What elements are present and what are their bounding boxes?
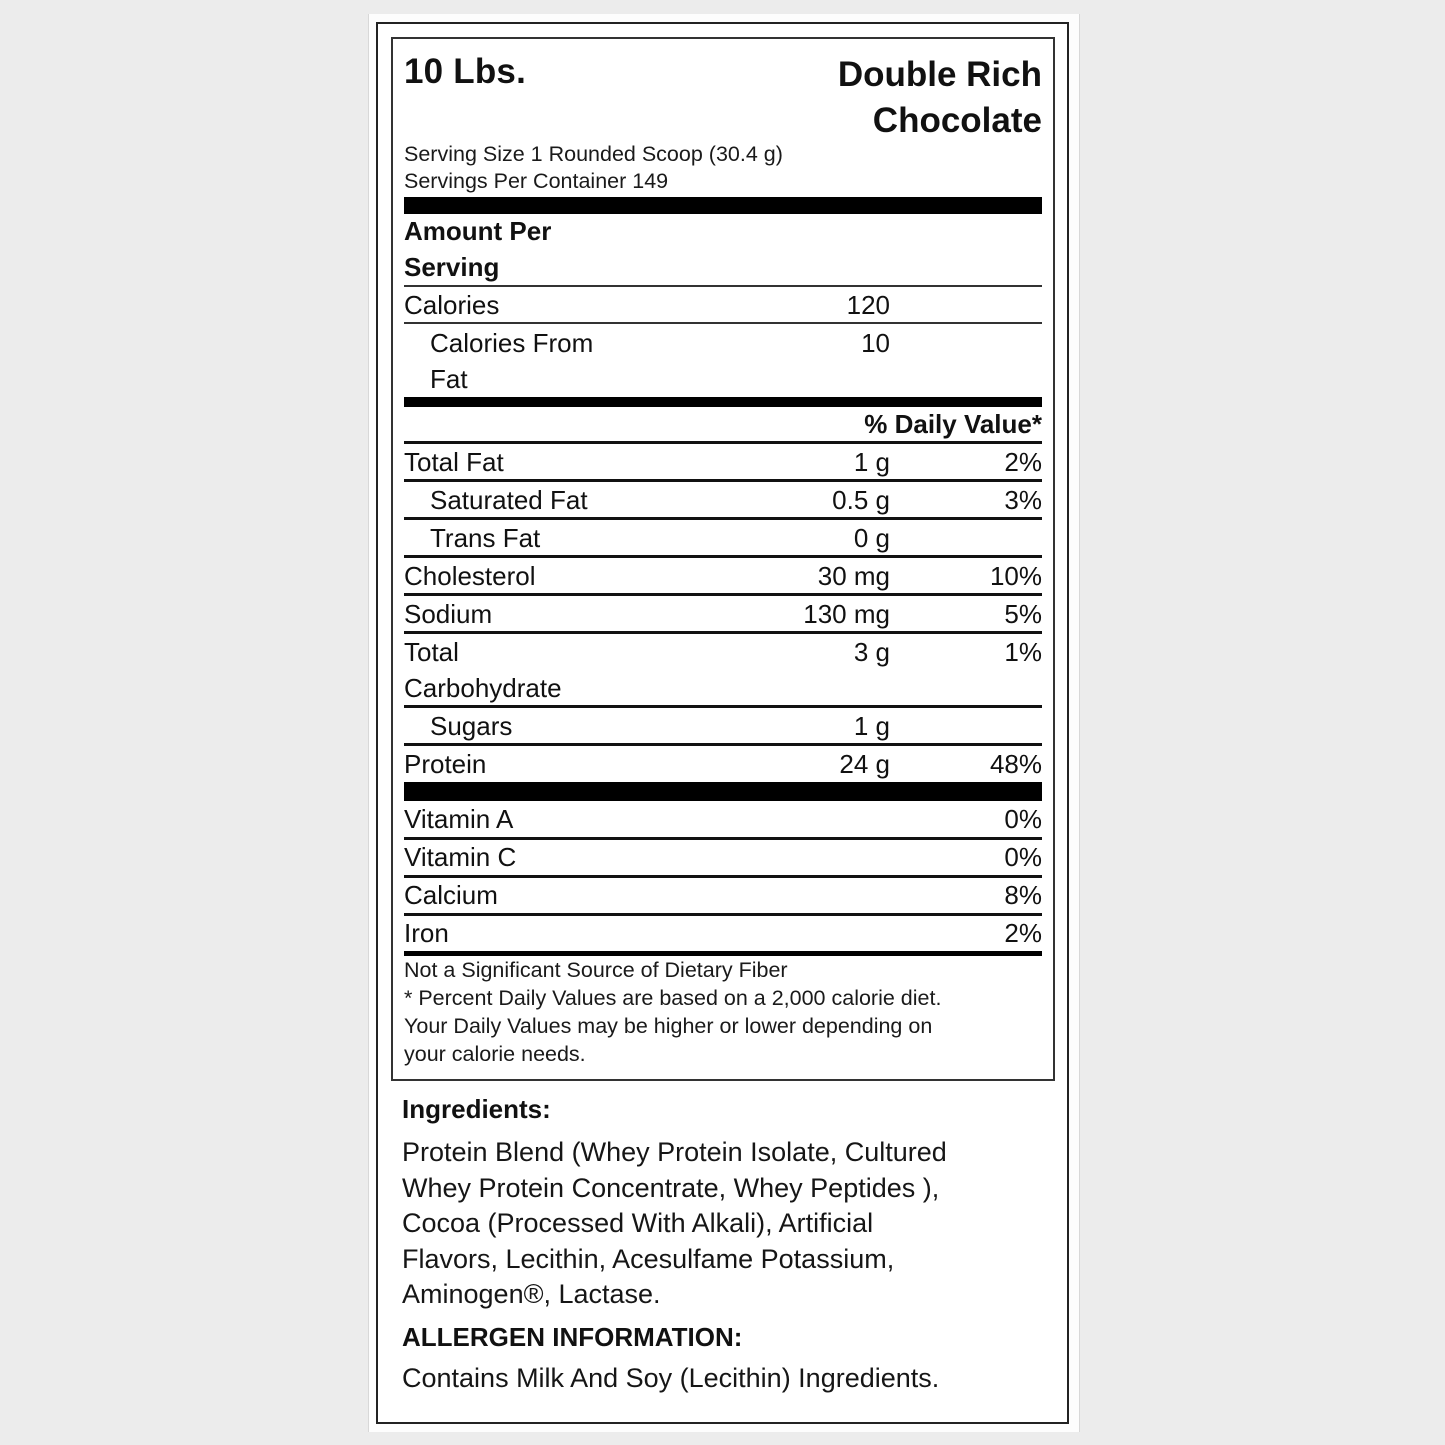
daily-value-footnote: Not a Significant Source of Dietary Fiber * Percent Daily Values are based on a 2,000 calorie diet. Your Daily Values may be higher or lower depending on your calorie needs. [404,958,942,1066]
container-size: 10 Lbs. [404,52,527,91]
flavor-line-1: Double Rich [837,55,1042,94]
divider [404,913,1042,916]
ingredients-heading: Ingredients: [402,1094,551,1124]
ingredients-line: Protein Blend (Whey Protein Isolate, Cultured [402,1137,947,1167]
ingredients-line: Whey Protein Concentrate, Whey Peptides ), [402,1172,940,1203]
divider [404,285,1042,287]
thick-divider [404,782,1042,801]
flavor-name [742,52,1042,144]
ingredients-list [402,1135,1042,1313]
ingredients-line: Cocoa (Processed With Alkali), Artificial [402,1208,874,1238]
divider [404,593,1042,596]
servings-per-container: Servings Per Container 149 [404,169,669,193]
label-header [404,52,1042,144]
thick-divider [404,197,1042,214]
divider [404,631,1042,634]
divider [404,743,1042,746]
flavor-line-2: Chocolate [872,101,1042,140]
divider [404,322,1042,324]
ingredients-line: Flavors, Lecithin, Acesulfame Potassium, [402,1243,895,1274]
ingredients-line: Aminogen®, Lactase. [402,1279,661,1309]
allergen-heading: ALLERGEN INFORMATION: [402,1322,743,1352]
serving-info [404,141,783,195]
serving-size: Serving Size 1 Rounded Scoop (30.4 g) [404,142,783,166]
divider [404,875,1042,878]
allergen-statement: Contains Milk And Soy (Lecithin) Ingredients. [402,1363,940,1393]
